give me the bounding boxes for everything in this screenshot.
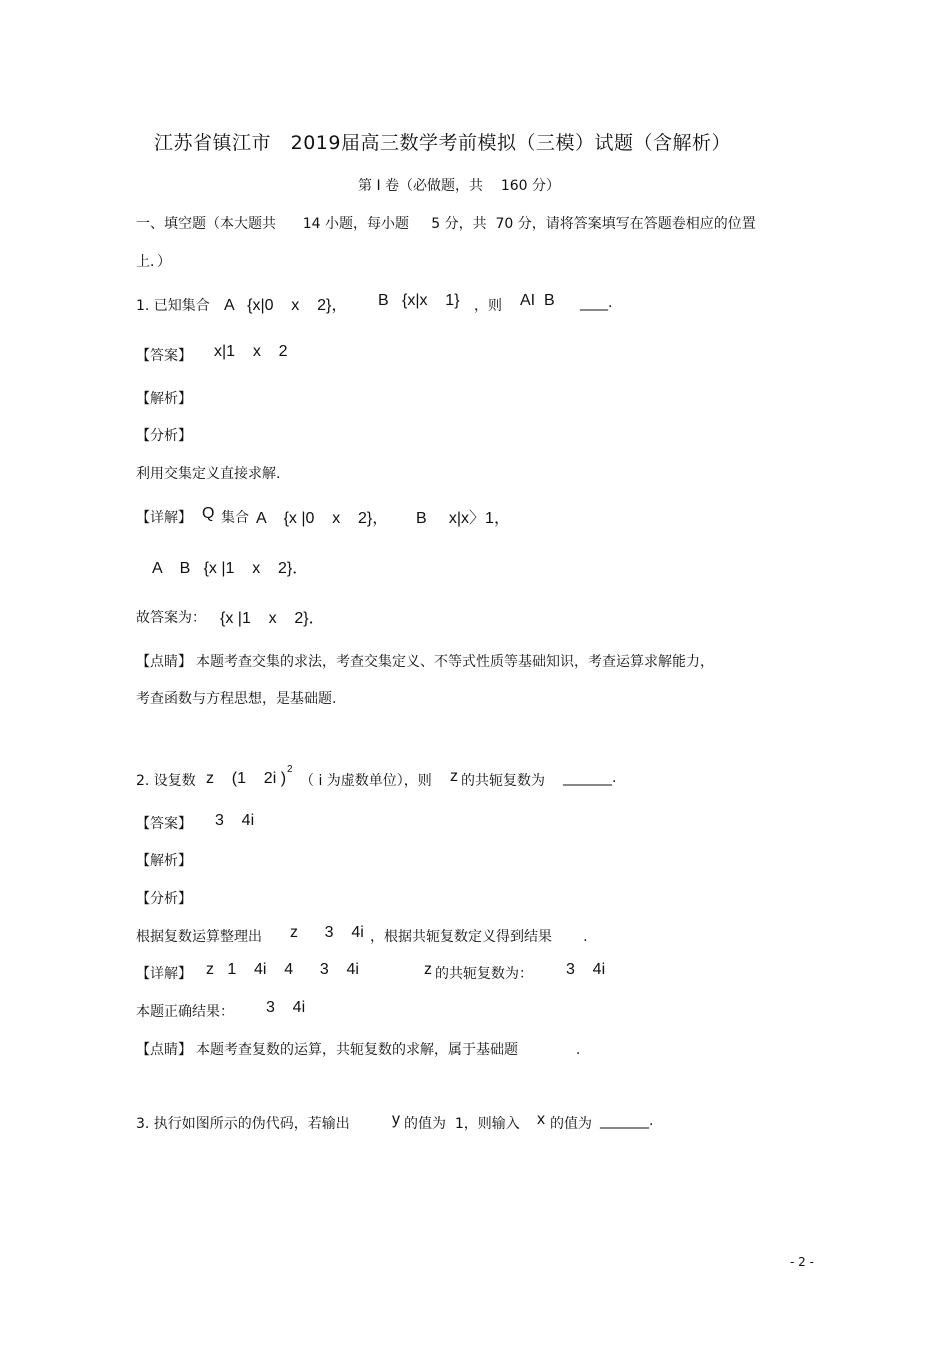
q2-detail-result: 3 4i xyxy=(566,961,606,978)
q2-prefix: 2. 设复数 xyxy=(136,773,196,789)
q1-final-label: 故答案为： xyxy=(136,610,206,626)
q1-blank: ____. xyxy=(580,295,613,311)
q3-mid: 的值为 1，则输入 xyxy=(404,1116,520,1132)
q2-detail-zvar: z xyxy=(424,961,432,978)
q1-detail-ji: 集合 xyxy=(221,510,249,526)
q1-set-b: B {x|x 1} xyxy=(378,292,460,309)
q2-expr: z (1 2i ) xyxy=(206,770,287,787)
q1-comment-line1: 本题考查交集的求法，考查交集定义、不等式性质等基础知识，考查运算求解能力， xyxy=(196,654,714,670)
q3-blank: _______. xyxy=(600,1113,654,1129)
q2-comment-text: 本题考查复数的运算，共轭复数的求解，属于基础题 . xyxy=(196,1042,581,1058)
q3-xvar: x xyxy=(537,1111,545,1128)
q1-comment-line2: 考查函数与方程思想，是基础题. xyxy=(136,691,337,707)
q3-prefix: 3. 执行如图所示的伪代码，若输出 xyxy=(136,1116,350,1132)
q1-set-a: A {x|0 x 2}， xyxy=(224,297,348,314)
q1-then: ，则 xyxy=(474,298,502,314)
q2-note: （ i 为虚数单位），则 xyxy=(300,773,432,789)
q2-correct-value: 3 4i xyxy=(266,999,306,1016)
page-number: - 2 - xyxy=(790,1255,814,1269)
q2-power: 2 xyxy=(287,764,293,775)
q2-detail-text: 的共轭复数为： xyxy=(435,966,533,982)
q1-fenxi-label: 【分析】 xyxy=(136,428,192,444)
q1-prefix: 1. 已知集合 xyxy=(136,298,210,314)
q2-fenxi-post: ，根据共轭复数定义得到结果 . xyxy=(370,929,588,945)
q2-detail-expr: z 1 4i 4 3 4i xyxy=(206,961,359,978)
q1-detail-label: 【详解】 xyxy=(136,510,192,526)
q1-fenxi-text: 利用交集定义直接求解. xyxy=(136,466,281,482)
q2-fenxi-pre: 根据复数运算整理出 xyxy=(136,929,262,945)
q2-blank: _______. xyxy=(563,770,617,786)
q2-detail-label: 【详解】 xyxy=(136,966,192,982)
document-title: 江苏省镇江市 2019届高三数学考前模拟（三模）试题（含解析） xyxy=(154,132,731,154)
q1-analysis-label: 【解析】 xyxy=(136,391,192,407)
q1-final-value: {x |1 x 2}． xyxy=(220,610,325,627)
q1-expr: AI B xyxy=(520,292,555,309)
q2-comment-label: 【点睛】 xyxy=(136,1042,192,1058)
volume-subtitle: 第 I 卷（必做题，共 160 分） xyxy=(358,178,561,194)
q2-correct-label: 本题正确结果： xyxy=(136,1004,234,1020)
q1-answer-label: 【答案】 xyxy=(136,348,192,364)
q2-zvar: z xyxy=(450,768,458,785)
q1-result-line: A B {x |1 x 2}． xyxy=(152,560,309,577)
q3-yvar: y xyxy=(392,1111,400,1128)
q2-answer: 3 4i xyxy=(215,812,255,829)
q1-detail-q: Q xyxy=(202,505,215,522)
q1-answer: x|1 x 2 xyxy=(214,343,288,360)
section-instructions-line1: 一、填空题（本大题共 14 小题，每小题 5 分，共 70 分，请将答案填写在答题卷相应的位置 xyxy=(136,216,756,232)
section-instructions-line2: 上．） xyxy=(136,254,171,270)
q2-fenxi-label: 【分析】 xyxy=(136,891,192,907)
q1-detail-set-b: B x|x〉1， xyxy=(416,510,510,527)
q1-detail-set-a: A {x |0 x 2}， xyxy=(256,510,389,527)
q2-fenxi-expr: z 3 4i xyxy=(290,924,364,941)
q2-analysis-label: 【解析】 xyxy=(136,853,192,869)
q2-answer-label: 【答案】 xyxy=(136,816,192,832)
q3-tail: 的值为 xyxy=(550,1116,592,1132)
q2-tail: 的共轭复数为 xyxy=(461,773,545,789)
q1-comment-label: 【点睛】 xyxy=(136,654,192,670)
